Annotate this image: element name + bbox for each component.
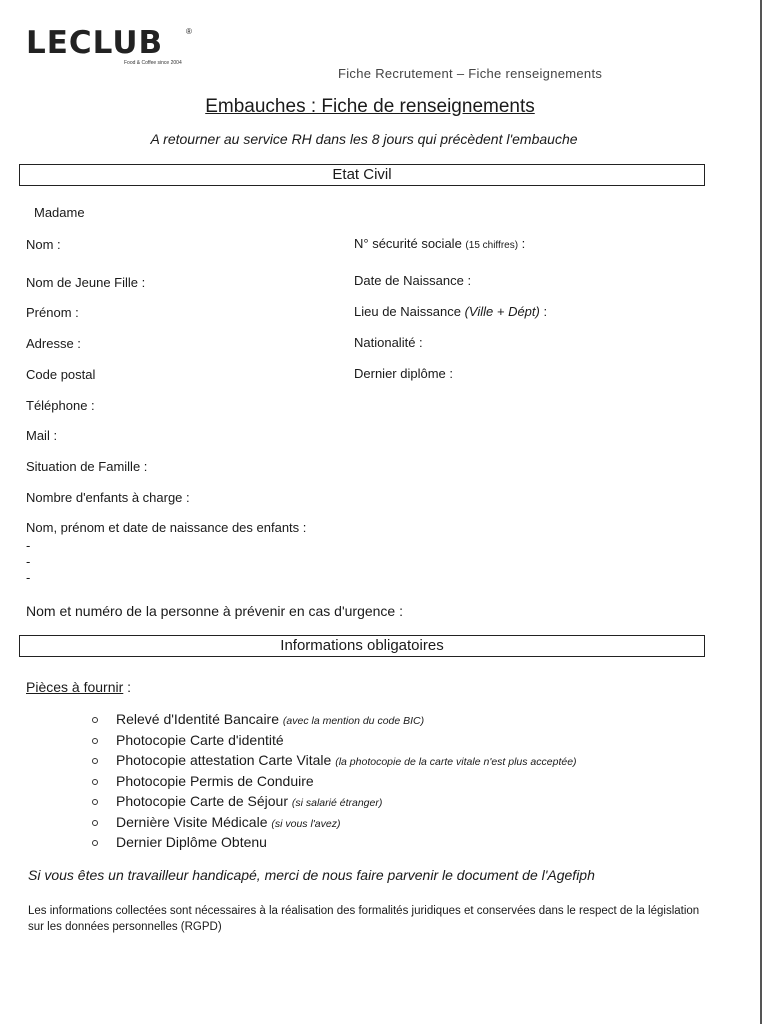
bullet-icon — [92, 840, 98, 846]
list-item — [90, 750, 577, 771]
field-telephone: Téléphone : — [26, 398, 95, 413]
lieu-colon: : — [543, 304, 548, 319]
field-lieu-naissance — [354, 304, 547, 319]
field-nationalite: Nationalité : — [354, 335, 423, 350]
field-dernier-diplome: Dernier diplôme : — [354, 366, 453, 381]
pieces-label: Pièces à fournir — [26, 679, 124, 695]
bullet-icon — [92, 820, 98, 826]
logo-text: LECLUB — [26, 25, 164, 61]
page-subtitle: A retourner au service RH dans les 8 jours qui précèdent l'embauche — [150, 131, 578, 147]
list-item — [90, 832, 577, 853]
bullet-icon — [92, 779, 98, 785]
field-prenom: Prénom : — [26, 305, 79, 320]
document-note: (si vous l'avez) — [271, 817, 341, 830]
secu-colon: : — [521, 236, 526, 251]
dash-line-2: - — [26, 554, 31, 569]
page-edge-line — [760, 0, 762, 1024]
bullet-icon — [92, 799, 98, 805]
field-situation-famille: Situation de Famille : — [26, 459, 148, 474]
rgpd-notice: Les informations collectées sont nécessaires à la réalisation des formalités juridiques et conservées dans le respect de la législation sur les données personnelles (RGPD) — [28, 905, 700, 933]
pieces-colon: : — [123, 679, 132, 695]
field-nom-jeune-fille: Nom de Jeune Fille : — [26, 275, 146, 290]
document-label: Dernier Diplôme Obtenu — [116, 834, 267, 850]
document-label: Photocopie Permis de Conduire — [116, 772, 314, 789]
document-label: Dernière Visite Médicale — [116, 813, 268, 830]
field-date-naissance: Date de Naissance : — [354, 273, 472, 288]
civilite: Madame — [34, 205, 85, 220]
field-enfants-charge: Nombre d'enfants à charge : — [26, 490, 190, 505]
lieu-note: (Ville + Dépt) — [464, 304, 540, 319]
list-item — [90, 709, 577, 730]
document-note: (si salarié étranger) — [291, 797, 383, 809]
bullet-icon — [92, 738, 98, 744]
document-label: Photocopie Carte d'identité — [116, 731, 284, 748]
logo-registered-mark: ® — [186, 27, 192, 36]
document-label: Photocopie Carte de Séjour — [116, 793, 288, 809]
dash-line-1: - — [26, 538, 31, 553]
handicap-notice: Si vous êtes un travailleur handicapé, merci de nous faire parvenir le document de l'Agefiph — [28, 867, 595, 883]
club-logo — [26, 25, 192, 66]
field-enfants-details: Nom, prénom et date de naissance des enfants : — [26, 520, 307, 535]
secu-label: N° sécurité sociale — [354, 236, 462, 251]
lieu-label: Lieu de Naissance — [354, 304, 461, 319]
document-reference: Fiche Recrutement – Fiche renseignements — [338, 66, 603, 81]
required-documents-list — [90, 709, 577, 853]
logo-tagline: Food & Coffee since 2004 — [124, 60, 182, 66]
list-item — [90, 771, 577, 792]
pieces-a-fournir-heading — [26, 679, 131, 695]
field-contact-urgence: Nom et numéro de la personne à prévenir en cas d'urgence : — [26, 603, 404, 619]
section-heading-etat-civil: Etat Civil — [19, 164, 705, 186]
document-label: Relevé d'Identité Bancaire — [116, 711, 279, 727]
document-note: (avec la mention du code BIC) — [282, 715, 425, 727]
field-mail: Mail : — [26, 428, 58, 443]
list-item — [90, 791, 577, 812]
field-adresse: Adresse : — [26, 336, 81, 351]
list-item — [90, 812, 577, 833]
dash-line-3: - — [26, 570, 31, 585]
field-nom: Nom : — [26, 237, 61, 252]
page-title: Embauches : Fiche de renseignements — [205, 96, 535, 117]
document-note: (la photocopie de la carte vitale n'est plus acceptée) — [335, 756, 577, 768]
field-code-postal: Code postal — [26, 367, 96, 382]
bullet-icon — [92, 717, 98, 723]
document-label: Photocopie attestation Carte Vitale — [116, 752, 332, 768]
field-securite-sociale — [354, 236, 525, 251]
section-heading-informations: Informations obligatoires — [19, 635, 705, 657]
list-item — [90, 730, 577, 751]
bullet-icon — [92, 758, 98, 764]
secu-note: (15 chiffres) — [465, 240, 519, 251]
